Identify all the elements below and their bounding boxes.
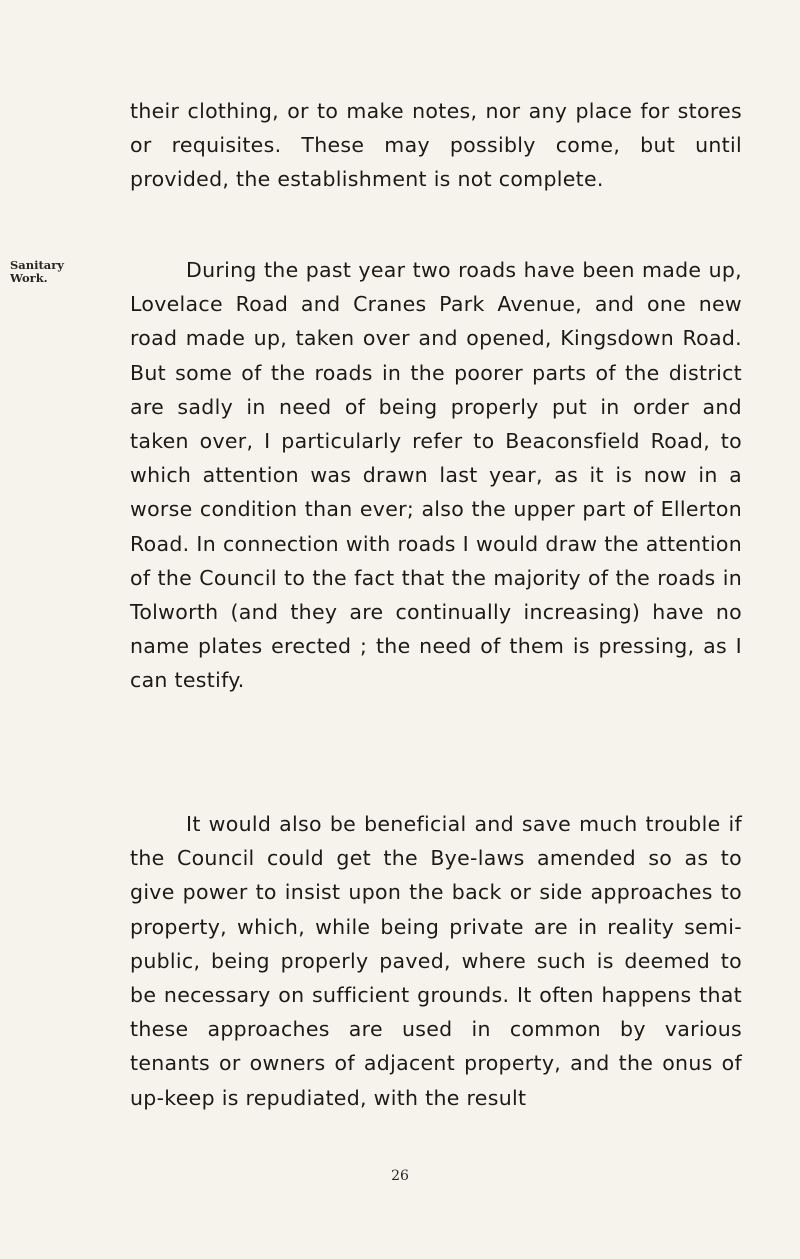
paragraph-continuation: their clothing, or to make notes, nor any place for stores or requisites. These may possibly come, but until provided, the establishment is not complete. [130,99,742,192]
page-number: 26 [391,1168,409,1184]
paragraph-roads: During the past year two roads have been made up, Lovelace Road and Cranes Park Avenue, and one new road made up, taken over and opened, Kingsdown Road. But some of the roads in the poorer parts of the district are sadly in need of being properly put in order and taken over, I particularly refer to Beaconsfield Road, to which attention was drawn last year, as it is now in a worse condition than ever; also the upper part of Ellerton Road. In connection with roads I would draw the attention of the Council to the fact that the majority of the roads in Tolworth (and they are continually increasing) have no name plates erected ; the need of them is pressing, as I can testify. [130,258,742,693]
margin-note-line: Sanitary [10,258,64,272]
margin-note-sanitary-work [10,259,90,285]
paragraph-bye-laws: It would also be beneficial and save much trouble if the Council could get the Bye-laws amended so as to give power to insist upon the back or side approaches to property, which, while being private are in reality semi-public, being properly paved, where such is deemed to be necessary on sufficient grounds. It often happens that these approaches are used in common by various tenants or owners of adjacent property, and the onus of up-keep is repudiated, with the result [130,812,742,1110]
margin-note-line: Work. [10,271,48,285]
